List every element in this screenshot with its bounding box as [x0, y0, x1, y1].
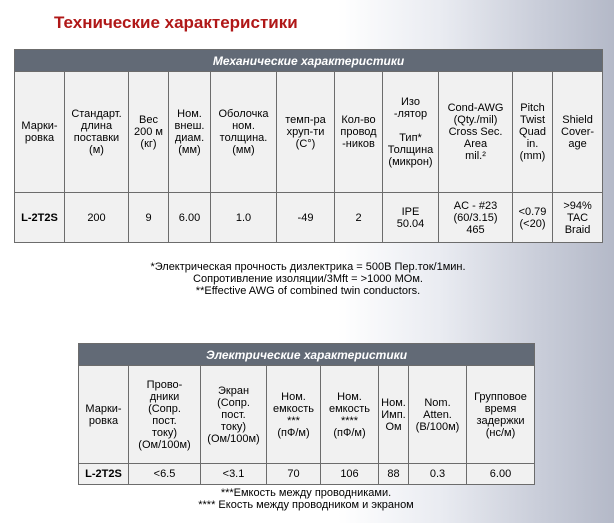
mechanical-cell-4 [169, 193, 211, 243]
mechanical-header-line: -ников [342, 138, 375, 150]
mechanical-cell-line: 2 [355, 211, 362, 224]
electrical-table-title: Электрические характеристики [79, 344, 535, 366]
mechanical-header-line: Shield [562, 114, 593, 126]
mechanical-header-line: (микрон) [388, 156, 433, 168]
mechanical-header-line: Quad [519, 126, 546, 138]
mechanical-header-line: (Qty./mil) [453, 114, 498, 126]
mechanical-cell-line: <0.79 [518, 205, 547, 218]
electrical-cell-line: 106 [340, 468, 359, 480]
electrical-cell-line: 70 [287, 468, 300, 480]
mechanical-header-line: Cond-AWG [447, 102, 504, 114]
mechanical-header-line: провод [340, 126, 377, 138]
electrical-header-line: току) [151, 426, 178, 439]
electrical-header-4 [267, 366, 321, 464]
electrical-header-line: (В/100м) [415, 420, 460, 433]
mechanical-header-line: Толщина [387, 144, 434, 156]
electrical-cell-line: L-2T2S [85, 468, 122, 480]
electrical-cell-1 [79, 464, 129, 485]
mechanical-cell-line: Braid [564, 223, 591, 236]
mechanical-cell-line: 9 [145, 211, 152, 224]
electrical-header-line: емкость [328, 402, 370, 415]
electrical-header-line: Марки- [85, 402, 122, 415]
electrical-footnote-line: ***Емкость между проводниками. [220, 487, 392, 499]
mechanical-header-line: (кг) [140, 138, 157, 150]
mechanical-cell-line: (60/3.15) [453, 211, 498, 224]
mechanical-cell-line: AC - #23 [453, 199, 498, 212]
electrical-header-line: емкость [272, 402, 314, 415]
electrical-cell-4 [267, 464, 321, 485]
electrical-cell-line: 88 [387, 468, 400, 480]
mechanical-header-line: Марки- [21, 120, 58, 132]
electrical-header-line: Экран [217, 384, 250, 397]
electrical-header-line: пост. [152, 414, 177, 427]
electrical-header-line: Ном. [337, 390, 362, 403]
mechanical-header-line [384, 120, 437, 132]
mechanical-cell-line: 6.00 [178, 211, 201, 224]
mechanical-header-line: mil.² [465, 150, 486, 162]
mechanical-cell-3 [129, 193, 169, 243]
mechanical-header-line: (м) [89, 144, 104, 156]
electrical-header-6 [379, 366, 409, 464]
mechanical-header-line: Кол-во [341, 114, 376, 126]
mechanical-cell-line: 200 [87, 211, 106, 224]
mechanical-spec-table [14, 49, 603, 243]
mechanical-header-line: толщина. [219, 132, 268, 144]
electrical-header-5 [321, 366, 379, 464]
electrical-cell-6 [379, 464, 409, 485]
mechanical-header-line: Area [463, 138, 488, 150]
electrical-header-line: Групповое [474, 390, 527, 403]
electrical-header-8 [467, 366, 535, 464]
electrical-header-7 [409, 366, 467, 464]
mechanical-header-line: поставки [73, 132, 120, 144]
mechanical-header-line: -лятор [393, 108, 428, 120]
mechanical-cell-2 [65, 193, 129, 243]
electrical-header-line: (пФ/м) [333, 426, 366, 439]
electrical-header-line: ровка [88, 414, 119, 427]
mechanical-cell-line: 1.0 [235, 211, 252, 224]
electrical-cell-8 [467, 464, 535, 485]
page-title: Технические характеристики [54, 13, 298, 32]
electrical-header-line: задержки [476, 414, 525, 427]
electrical-footnote-line: **** Екость между проводником и экраном [198, 499, 414, 511]
electrical-cell-line: <3.1 [222, 468, 245, 480]
electrical-cell-line: 0.3 [429, 468, 446, 480]
mechanical-header-8 [383, 72, 439, 193]
mechanical-cell-1 [15, 193, 65, 243]
electrical-header-line: Ном. [381, 396, 406, 409]
mechanical-header-4 [169, 72, 211, 193]
mechanical-header-line: длина [80, 120, 113, 132]
electrical-header-1 [79, 366, 129, 464]
electrical-header-line: пост. [221, 408, 246, 421]
mechanical-header-9 [439, 72, 513, 193]
electrical-footnotes [78, 487, 534, 511]
mechanical-header-line: хруп-ти [286, 126, 325, 138]
mechanical-header-line: Вес [139, 114, 158, 126]
mechanical-cell-8 [383, 193, 439, 243]
electrical-cell-7 [409, 464, 467, 485]
mechanical-cell-9 [439, 193, 513, 243]
mechanical-header-line: диам. [174, 132, 205, 144]
mechanical-header-line: (mm) [519, 150, 546, 162]
mechanical-header-line: Тип* [399, 132, 422, 144]
electrical-header-line: (нс/м) [485, 426, 516, 439]
electrical-header-line: (Ом/100м) [207, 432, 260, 445]
mechanical-cell-line: TAC [566, 211, 589, 224]
mechanical-header-line: Оболочка [218, 108, 269, 120]
mechanical-footnotes [14, 261, 602, 297]
mechanical-header-5 [211, 72, 277, 193]
mechanical-header-line: (мм) [232, 144, 255, 156]
mechanical-cell-line: >94% [563, 199, 592, 212]
electrical-cell-3 [201, 464, 267, 485]
mechanical-cell-line: 50.04 [396, 217, 425, 230]
electrical-header-line: Atten. [423, 408, 452, 421]
mechanical-header-line: (мм) [178, 144, 201, 156]
mechanical-cell-line: 465 [466, 223, 485, 236]
electrical-cell-5 [321, 464, 379, 485]
electrical-header-line: **** [340, 414, 359, 427]
mechanical-header-line: ровка [24, 132, 55, 144]
mechanical-header-line: Стандарт. [71, 108, 122, 120]
mechanical-header-line: Pitch [520, 102, 545, 114]
electrical-header-line: Прово- [146, 378, 183, 391]
electrical-cell-2 [129, 464, 201, 485]
mechanical-cell-line: L-2T2S [21, 211, 58, 224]
electrical-header-line: (Ом/100м) [138, 438, 191, 451]
mechanical-cell-6 [277, 193, 335, 243]
electrical-header-line: (пФ/м) [277, 426, 310, 439]
electrical-header-2 [129, 366, 201, 464]
mechanical-cell-11 [553, 193, 603, 243]
electrical-spec-table [78, 343, 535, 485]
electrical-header-line: Имп. [381, 408, 406, 421]
electrical-header-line: току) [220, 420, 247, 433]
mechanical-header-line: (С°) [295, 138, 316, 150]
electrical-header-line: *** [287, 414, 300, 427]
mechanical-header-10 [513, 72, 553, 193]
electrical-cell-line: 6.00 [489, 468, 512, 480]
mechanical-header-line: ном. [232, 120, 255, 132]
mechanical-header-line: Ном. [177, 108, 202, 120]
mechanical-header-1 [15, 72, 65, 193]
mechanical-header-line: 200 м [134, 126, 163, 138]
mechanical-cell-line: -49 [297, 211, 314, 224]
mechanical-footnote-line: *Электрическая прочность дизлектрика = 500В Пер.ток/1мин. [150, 261, 466, 273]
electrical-header-line: Ном. [281, 390, 306, 403]
mechanical-header-6 [277, 72, 335, 193]
electrical-header-line: Ом [385, 420, 402, 433]
mechanical-header-2 [65, 72, 129, 193]
mechanical-header-line: age [568, 138, 587, 150]
electrical-cell-line: <6.5 [153, 468, 176, 480]
mechanical-cell-line: IPE [401, 205, 420, 218]
mechanical-header-line: Twist [519, 114, 546, 126]
electrical-header-3 [201, 366, 267, 464]
mechanical-footnote-line: Сопротивление изоляции/3Мft = >1000 МОм. [193, 273, 423, 285]
mechanical-footnote-line: **Effective AWG of combined twin conductors. [195, 285, 421, 297]
mechanical-cell-line: (<20) [519, 217, 546, 230]
mechanical-header-11 [553, 72, 603, 193]
electrical-header-line: (Сопр. [217, 396, 250, 409]
electrical-header-line: (Сопр. [148, 402, 181, 415]
mechanical-header-line: внеш. [174, 120, 205, 132]
mechanical-header-3 [129, 72, 169, 193]
mechanical-header-line: Cover- [561, 126, 595, 138]
mechanical-header-7 [335, 72, 383, 193]
mechanical-header-line: in. [526, 138, 539, 150]
mechanical-cell-10 [513, 193, 553, 243]
mechanical-table-title: Механические характеристики [15, 50, 603, 72]
electrical-header-line: дники [149, 390, 180, 403]
mechanical-header-line: темп-ра [285, 114, 326, 126]
mechanical-header-line: Изо [401, 96, 420, 108]
electrical-header-line: время [484, 402, 517, 415]
mechanical-cell-5 [211, 193, 277, 243]
mechanical-header-line: Cross Sec. [448, 126, 503, 138]
electrical-header-line: Nom. [424, 396, 451, 409]
mechanical-cell-7 [335, 193, 383, 243]
